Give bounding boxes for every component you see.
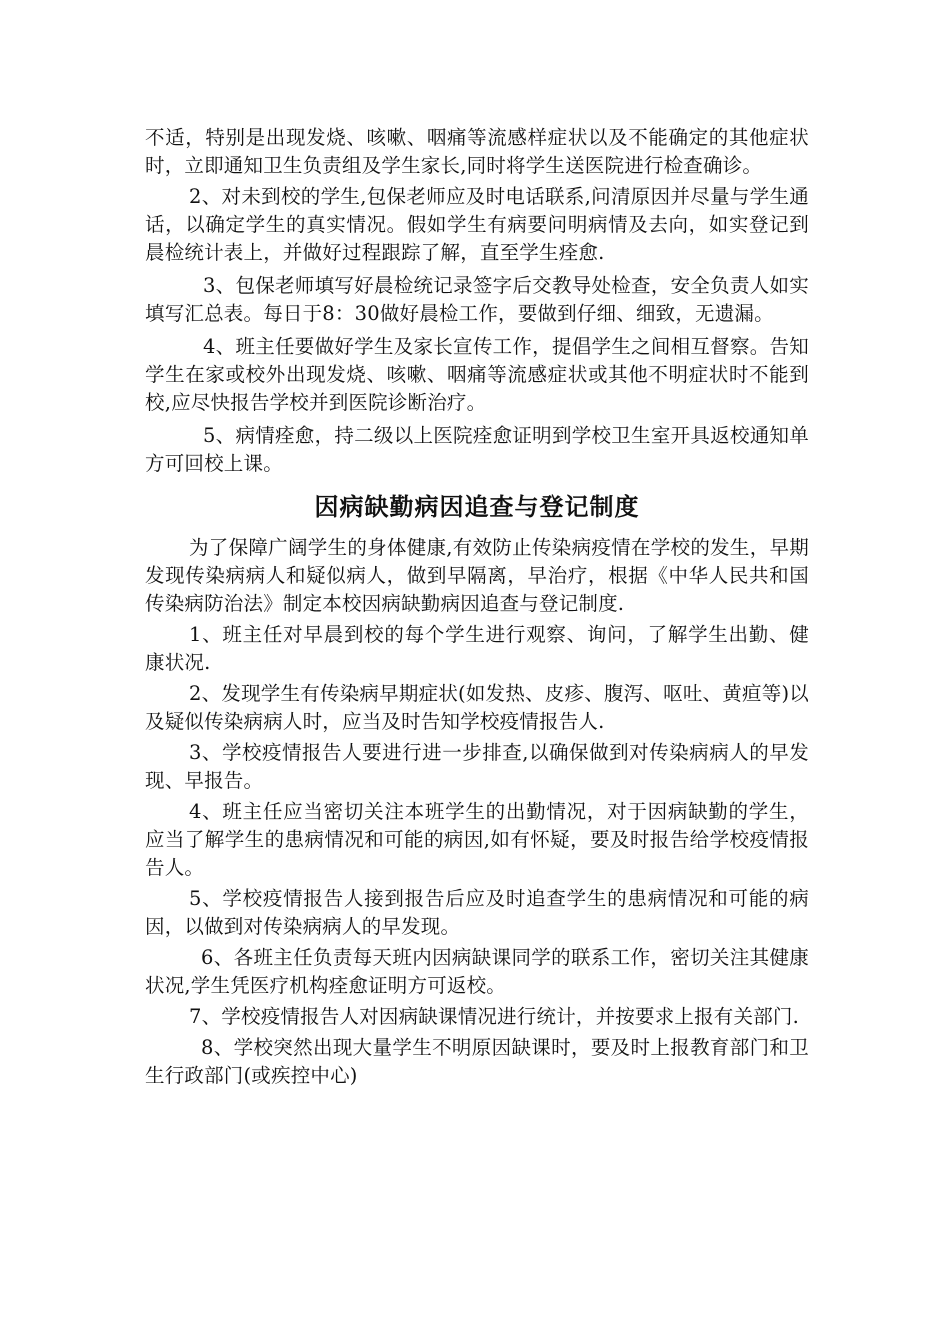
paragraph-rule-7: 7、学校疫情报告人对因病缺课情况进行统计，并按要求上报有关部门. [189, 1005, 800, 1028]
paragraph-rule-1: 1、班主任对早晨到校的每个学生进行观察、询问，了解学生出勤、健康状况. [145, 623, 809, 674]
paragraph-rule-4: 4、班主任应当密切关注本班学生的出勤情况，对于因病缺勤的学生，应当了解学生的患病情况和可能的病因,如有怀疑，要及时报告给学校疫情报告人。 [145, 800, 809, 879]
paragraph-rule-2: 2、发现学生有传染病早期症状(如发热、皮疹、腹泻、呕吐、黄疸等)以及疑似传染病病人时，应当及时告知学校疫情报告人. [145, 682, 809, 733]
paragraph-rule-5: 5、学校疫情报告人接到报告后应及时追查学生的患病情况和可能的病因，以做到对传染病病人的早发现。 [145, 887, 809, 938]
paragraph-item-2: 2、对未到校的学生,包保老师应及时电话联系,问清原因并尽量与学生通话，以确定学生的真实情况。假如学生有病要问明病情及去向，如实登记到晨检统计表上，并做好过程跟踪了解，直至学生痊愈. [145, 185, 809, 264]
paragraph-rule-3: 3、学校疫情报告人要进行进一步排查,以确保做到对传染病病人的早发现、早报告。 [145, 741, 809, 792]
document-page [145, 124, 809, 1090]
paragraph-rule-8: 8、学校突然出现大量学生不明原因缺课时，要及时上报教育部门和卫生行政部门(或疾控中心) [145, 1036, 809, 1087]
paragraph-item-3: 3、包保老师填写好晨检统记录签字后交教导处检查，安全负责人如实填写汇总表。每日于8：30做好晨检工作，要做到仔细、细致，无遗漏。 [145, 274, 809, 325]
paragraph-item-4: 4、班主任要做好学生及家长宣传工作，提倡学生之间相互督察。告知学生在家或校外出现发烧、咳嗽、咽痛等流感症状或其他不明症状时不能到校,应尽快报告学校并到医院诊断治疗。 [145, 335, 809, 414]
paragraph-rule-6: 6、各班主任负责每天班内因病缺课同学的联系工作，密切关注其健康状况,学生凭医疗机构痊愈证明方可返校。 [145, 946, 809, 997]
paragraph-continuation: 不适，特别是出现发烧、咳嗽、咽痛等流感样症状以及不能确定的其他症状时，立即通知卫生负责组及学生家长,同时将学生送医院进行检查确诊。 [145, 126, 809, 177]
paragraph-intro: 为了保障广阔学生的身体健康,有效防止传染病疫情在学校的发生，早期发现传染病病人和疑似病人，做到早隔离，早治疗，根据《中华人民共和国传染病防治法》制定本校因病缺勤病因追查与登记制度. [145, 536, 809, 615]
section-title: 因病缺勤病因追查与登记制度 [314, 493, 640, 521]
paragraph-item-5: 5、病情痊愈，持二级以上医院痊愈证明到学校卫生室开具返校通知单方可回校上课。 [145, 424, 809, 475]
